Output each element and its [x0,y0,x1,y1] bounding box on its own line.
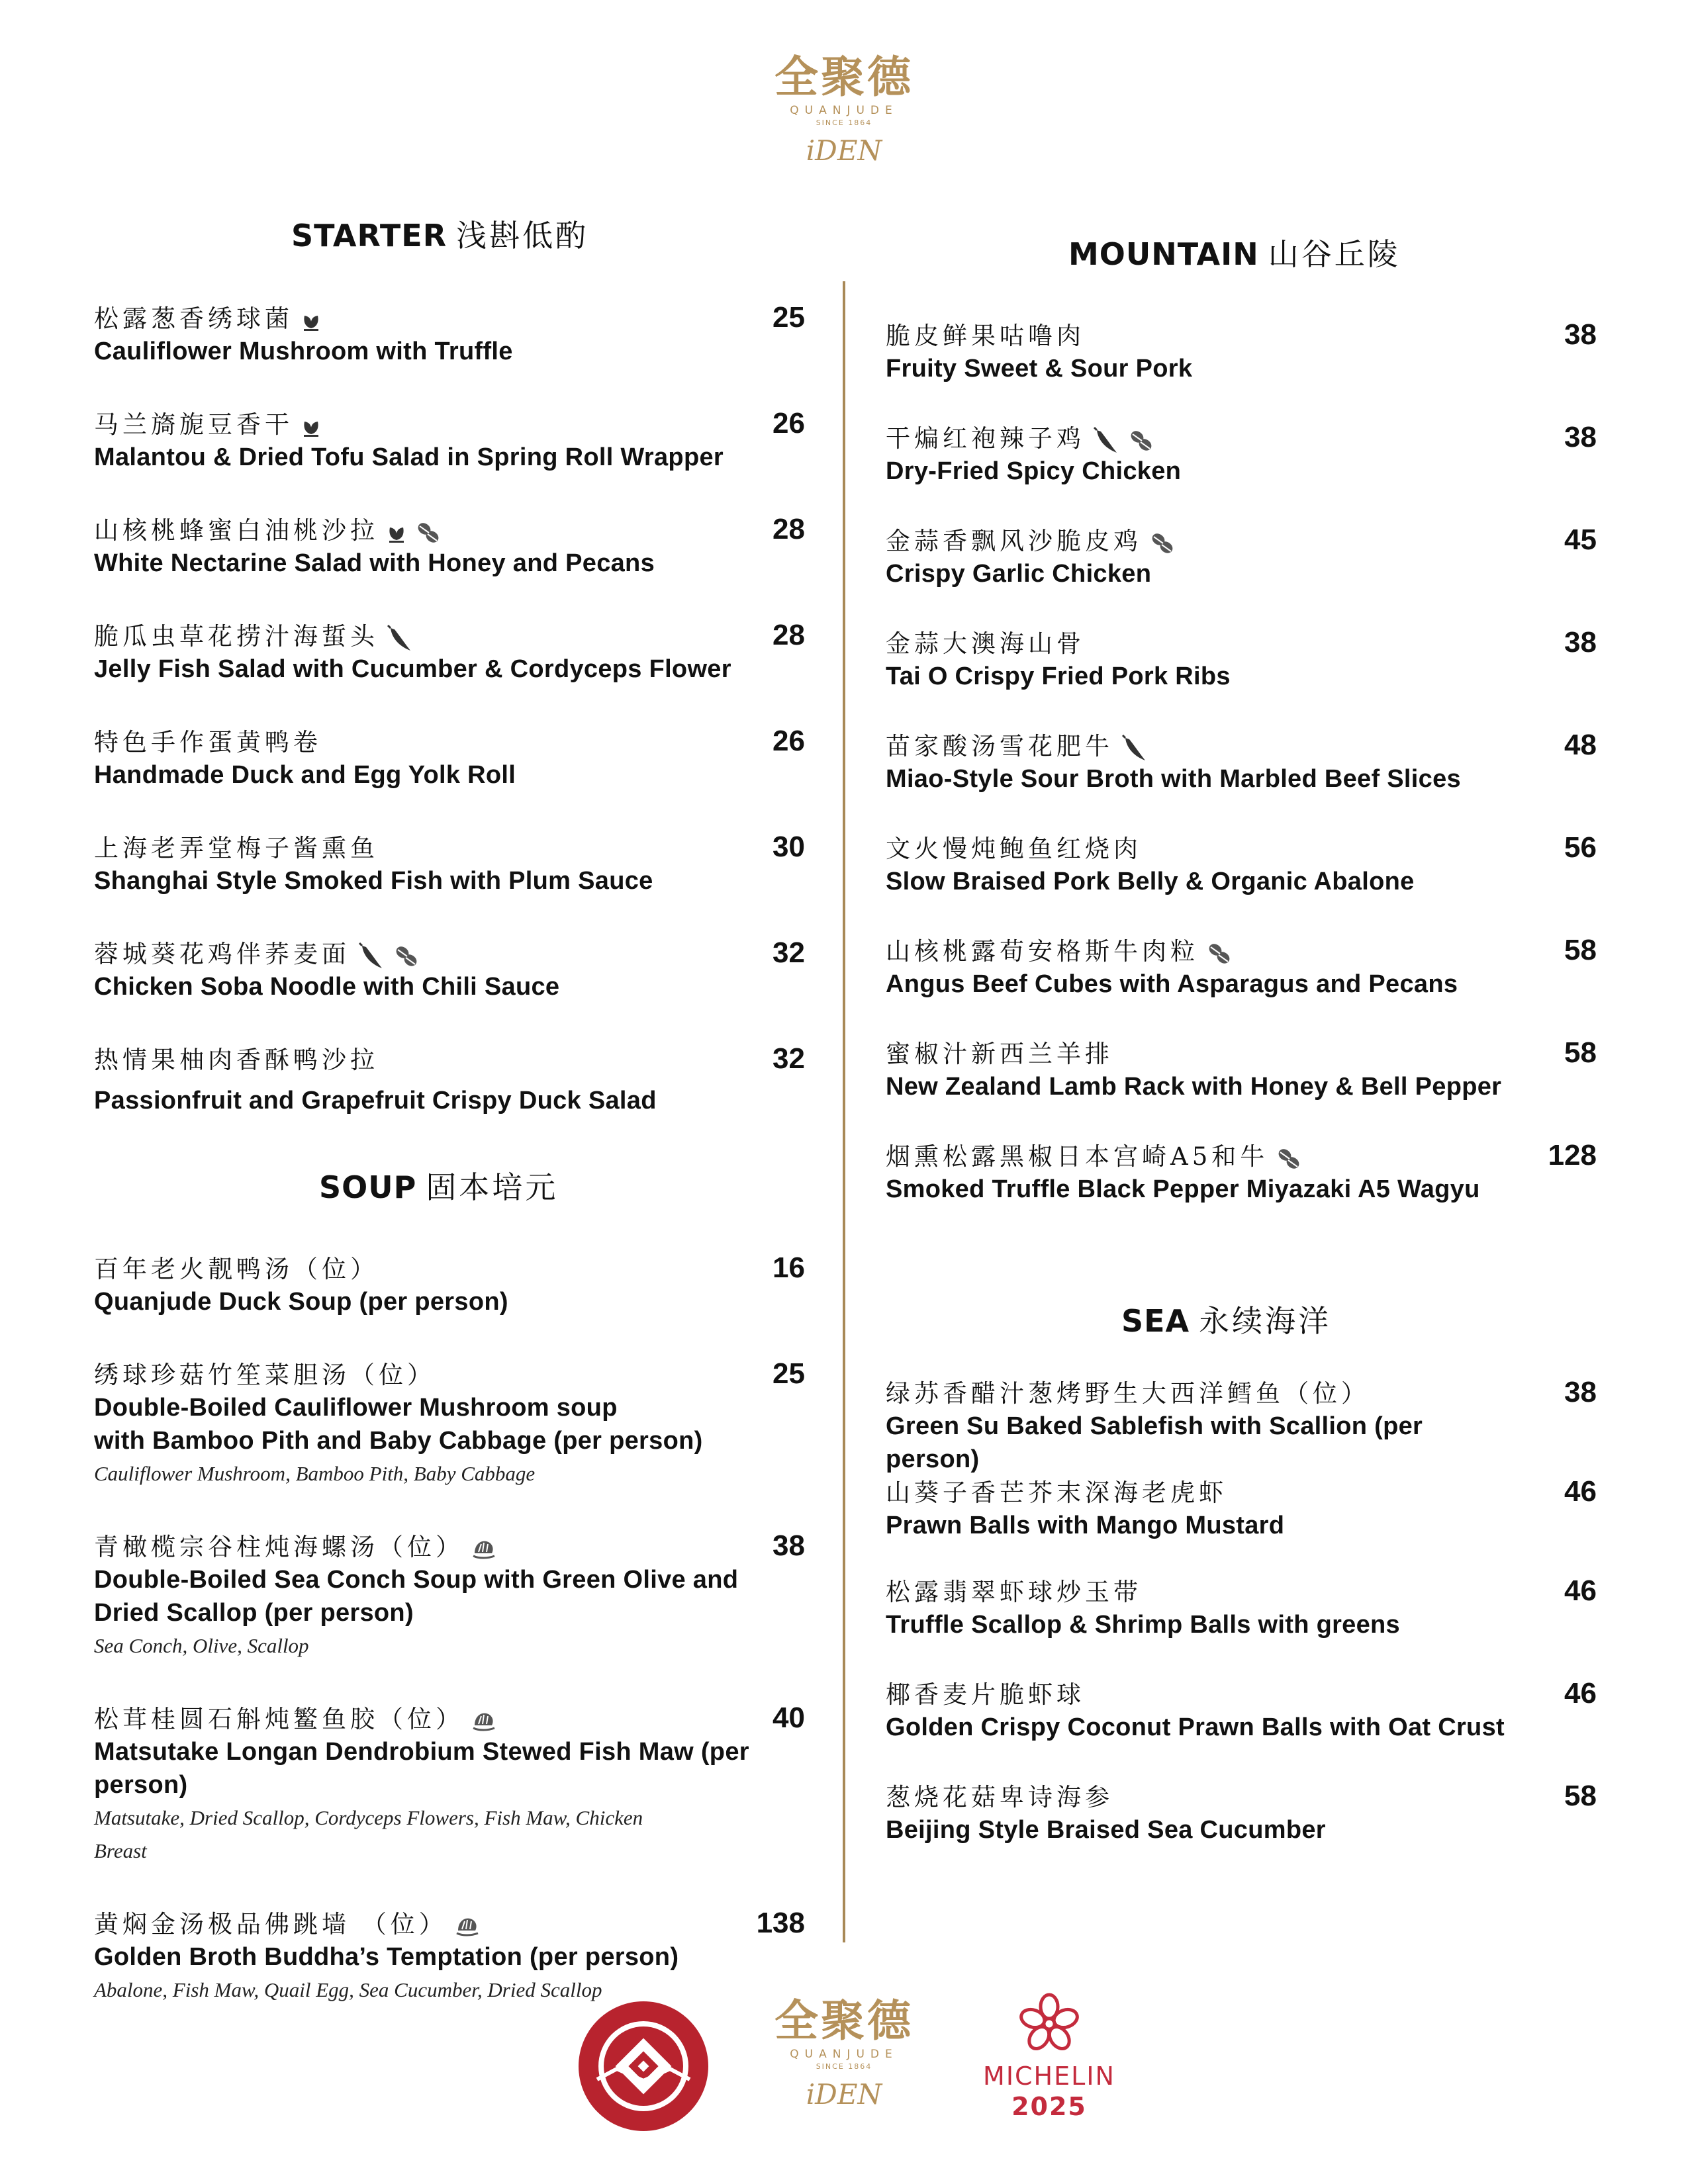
item-english-name: Cauliflower Mushroom with Truffle [94,338,513,365]
item-chinese-name: 金蒜大澳海山骨 [886,629,1085,658]
item-english-name: Truffle Scallop & Shrimp Balls with greens [886,1611,1400,1639]
item-english-name-line-1: Matsutake Longan Dendrobium Stewed Fish Maw (per [94,1738,749,1766]
item-price: 138 [756,1907,805,1939]
soup-heading [319,1169,558,1206]
intangible-heritage-seal [577,2000,710,2132]
menu-item [886,936,1521,1001]
item-ingredients-line-2: Breast [94,1839,147,1862]
item-price: 26 [773,725,805,757]
leaf-icon [385,522,408,544]
item-price: 32 [773,1042,805,1075]
item-chinese-name: 松露翡翠虾球炒玉带 [886,1578,1142,1606]
michelin-badge [963,1992,1135,2164]
item-english-name: Handmade Duck and Egg Yolk Roll [94,761,516,789]
item-english-name-line-2: with Bamboo Pith and Baby Cabbage (per person) [94,1427,703,1455]
logo-since: SINCE 1864 [816,118,872,127]
shellfish-icon [471,1536,497,1563]
item-english-name-line-2: Dried Scallop (per person) [94,1599,414,1627]
item-chinese-name: 热情果柚肉香酥鸭沙拉 [94,1046,379,1074]
item-chinese-name: 马兰旖旎豆香干 [94,410,293,439]
sea-title-cn: 永续海洋 [1199,1303,1332,1339]
mountain-heading [1068,236,1401,273]
item-chinese-name: 蜜椒汁新西兰羊排 [886,1040,1113,1068]
item-price: 38 [1564,626,1597,659]
menu-item [886,320,1521,385]
chili-icon [1092,426,1121,455]
logo-since: SINCE 1864 [816,2062,872,2071]
item-price: 28 [773,619,805,651]
item-price: 58 [1564,1780,1597,1812]
menu-item [94,303,756,368]
item-ingredients-line-1: Matsutake, Dried Scallop, Cordyceps Flowers, Fish Maw, Chicken [94,1806,643,1829]
item-english-name: Smoked Truffle Black Pepper Miyazaki A5 Wagyu [886,1175,1480,1203]
item-chinese-name: 烟熏松露黑椒日本宫崎A5和牛 [886,1142,1269,1171]
item-chinese-name: 黄焖金汤极品佛跳墙 （位） [94,1910,447,1938]
item-english-name: Fruity Sweet & Sour Pork [886,355,1193,383]
menu-item [94,1044,756,1117]
menu-item [886,628,1521,693]
menu-item [94,833,756,897]
menu-item [94,1531,756,1662]
item-chinese-name: 青橄榄宗谷柱炖海螺汤（位） [94,1533,464,1561]
item-ingredients: Sea Conch, Olive, Scallop [94,1634,309,1657]
quanjude-logo-footer [755,1995,933,2111]
menu-item [94,938,756,1003]
item-chinese-name: 上海老弄堂梅子酱熏鱼 [94,834,379,862]
item-price: 30 [773,831,805,863]
item-chinese-name: 金蒜香飘风沙脆皮鸡 [886,527,1142,555]
leaf-icon [300,310,322,332]
starter-title-en: STARTER [291,218,447,253]
item-english-name: Green Su Baked Sablefish with Scallion (per person) [886,1412,1423,1473]
michelin-label: MICHELIN [983,2062,1115,2091]
menu-item [94,1253,756,1318]
item-english-name: Tai O Crispy Fried Pork Ribs [886,662,1231,690]
menu-item [94,1909,769,2007]
item-english-name-line-1: Double-Boiled Cauliflower Mushroom soup [94,1394,618,1422]
item-chinese-name: 绣球珍菇竹笙菜胆汤（位） [94,1361,436,1389]
item-chinese-name: 蓉城葵花鸡伴荞麦面 [94,940,350,968]
item-english-name: Jelly Fish Salad with Cucumber & Cordyceps Flower [94,655,731,683]
menu-item [94,621,756,686]
item-price: 40 [773,1702,805,1734]
item-english-name: New Zealand Lamb Rack with Honey & Bell Pepper [886,1073,1502,1101]
column-divider [843,281,845,1942]
item-price: 28 [773,513,805,545]
item-english-name: White Nectarine Salad with Honey and Pecans [94,549,655,577]
item-price: 56 [1564,831,1597,864]
item-chinese-name: 苗家酸汤雪花肥牛 [886,732,1113,760]
menu-item [886,731,1521,796]
menu-item [886,1038,1521,1103]
mountain-title-cn: 山谷丘陵 [1268,236,1401,272]
item-chinese-name: 绿苏香醋汁葱烤野生大西洋鳕鱼（位） [886,1379,1370,1408]
item-english-name: Quanjude Duck Soup (per person) [94,1288,508,1316]
nut-icon [1149,529,1176,557]
item-price: 46 [1564,1574,1597,1607]
shellfish-icon [454,1913,481,1940]
menu-item [94,727,756,792]
mountain-title-en: MOUNTAIN [1068,236,1259,272]
item-price: 38 [1564,421,1597,453]
item-price: 58 [1564,1036,1597,1069]
item-chinese-name: 特色手作蛋黄鸭卷 [94,728,322,756]
item-english-name: Prawn Balls with Mango Mustard [886,1512,1285,1539]
menu-item [886,1576,1521,1641]
item-price: 16 [773,1251,805,1284]
chili-icon [357,942,386,971]
item-ingredients: Cauliflower Mushroom, Bamboo Pith, Baby Cabbage [94,1462,536,1485]
menu-item [886,1679,1521,1744]
item-ingredients: Abalone, Fish Maw, Quail Egg, Sea Cucumber, Dried Scallop [94,1978,602,2001]
item-price: 46 [1564,1677,1597,1709]
item-chinese-name: 脆皮鲜果咕噜肉 [886,322,1085,350]
item-price: 128 [1548,1139,1597,1171]
item-english-name: Dry-Fried Spicy Chicken [886,457,1182,485]
item-english-name-line-2: person) [94,1771,188,1799]
menu-item [94,515,756,580]
item-english-name: Passionfruit and Grapefruit Crispy Duck Salad [94,1087,657,1115]
item-english-name: Chicken Soba Noodle with Chili Sauce [94,973,560,1001]
item-english-name: Malantou & Dried Tofu Salad in Spring Roll Wrapper [94,443,724,471]
menu-item [886,423,1521,488]
item-price: 58 [1564,934,1597,966]
item-price: 38 [773,1529,805,1562]
item-price: 46 [1564,1475,1597,1508]
item-chinese-name: 椰香麦片脆虾球 [886,1680,1085,1709]
item-english-name: Miao-Style Sour Broth with Marbled Beef Slices [886,765,1461,793]
item-english-name: Golden Crispy Coconut Prawn Balls with Oat Crust [886,1713,1505,1741]
item-english-name: Crispy Garlic Chicken [886,560,1152,588]
item-price: 32 [773,936,805,969]
soup-title-en: SOUP [319,1169,417,1205]
michelin-year: 2025 [1011,2092,1087,2121]
soup-title-cn: 固本培元 [426,1169,559,1205]
nut-icon [393,942,420,970]
item-price: 25 [773,301,805,334]
logo-english-name: QUANJUDE [790,104,898,117]
menu-item [886,833,1521,898]
item-chinese-name: 山葵子香芒芥末深海老虎虾 [886,1479,1227,1507]
item-price: 45 [1564,523,1597,556]
nut-icon [414,519,442,547]
menu-item [886,1782,1521,1846]
menu-item [886,525,1521,590]
item-chinese-name: 松茸桂圆石斛炖鳘鱼胶（位） [94,1705,464,1733]
logo-iden: iDEN [806,2078,882,2111]
chili-icon [385,624,414,653]
item-chinese-name: 脆瓜虫草花捞汁海蜇头 [94,622,379,651]
item-chinese-name: 百年老火靓鸭汤（位） [94,1255,379,1283]
item-chinese-name: 山核桃蜂蜜白油桃沙拉 [94,516,379,545]
menu-item [886,1477,1521,1542]
menu-item [886,1378,1521,1476]
item-chinese-name: 干煸红袍辣子鸡 [886,424,1085,453]
logo-iden: iDEN [806,134,882,167]
sea-title-en: SEA [1121,1303,1190,1339]
item-english-name-line-1: Double-Boiled Sea Conch Soup with Green Olive and [94,1566,739,1594]
item-english-name: Beijing Style Braised Sea Cucumber [886,1816,1326,1844]
item-chinese-name: 山核桃露荀安格斯牛肉粒 [886,937,1199,966]
michelin-flower-icon [1017,1992,1081,2056]
item-price: 26 [773,407,805,439]
menu-item [94,1359,756,1490]
logo-english-name: QUANJUDE [790,2048,898,2061]
item-price: 25 [773,1357,805,1390]
menu-item [94,1704,769,1868]
leaf-icon [300,416,322,438]
shellfish-icon [471,1708,497,1735]
logo-chinese-name: 全聚德 [774,51,914,103]
quanjude-logo [755,52,933,184]
item-price: 48 [1564,729,1597,761]
item-english-name: Shanghai Style Smoked Fish with Plum Sauce [94,867,653,895]
chili-icon [1120,734,1149,763]
logo-chinese-name: 全聚德 [774,1995,914,2046]
item-chinese-name: 松露葱香绣球菌 [94,304,293,333]
item-english-name: Golden Broth Buddha’s Temptation (per person) [94,1943,679,1971]
starter-title-cn: 浅斟低酌 [456,218,589,253]
sea-heading [1121,1302,1331,1340]
nut-icon [1127,427,1155,455]
item-english-name: Slow Braised Pork Belly & Organic Abalone [886,868,1415,895]
menu-item [886,1141,1521,1206]
starter-heading [291,217,588,254]
item-price: 38 [1564,1376,1597,1408]
menu-item [94,409,756,474]
item-english-name: Angus Beef Cubes with Asparagus and Pecans [886,970,1458,998]
nut-icon [1205,940,1233,968]
item-chinese-name: 葱烧花菇卑诗海参 [886,1783,1113,1811]
item-chinese-name: 文火慢炖鲍鱼红烧肉 [886,835,1142,863]
item-price: 38 [1564,318,1597,351]
nut-icon [1275,1145,1303,1173]
